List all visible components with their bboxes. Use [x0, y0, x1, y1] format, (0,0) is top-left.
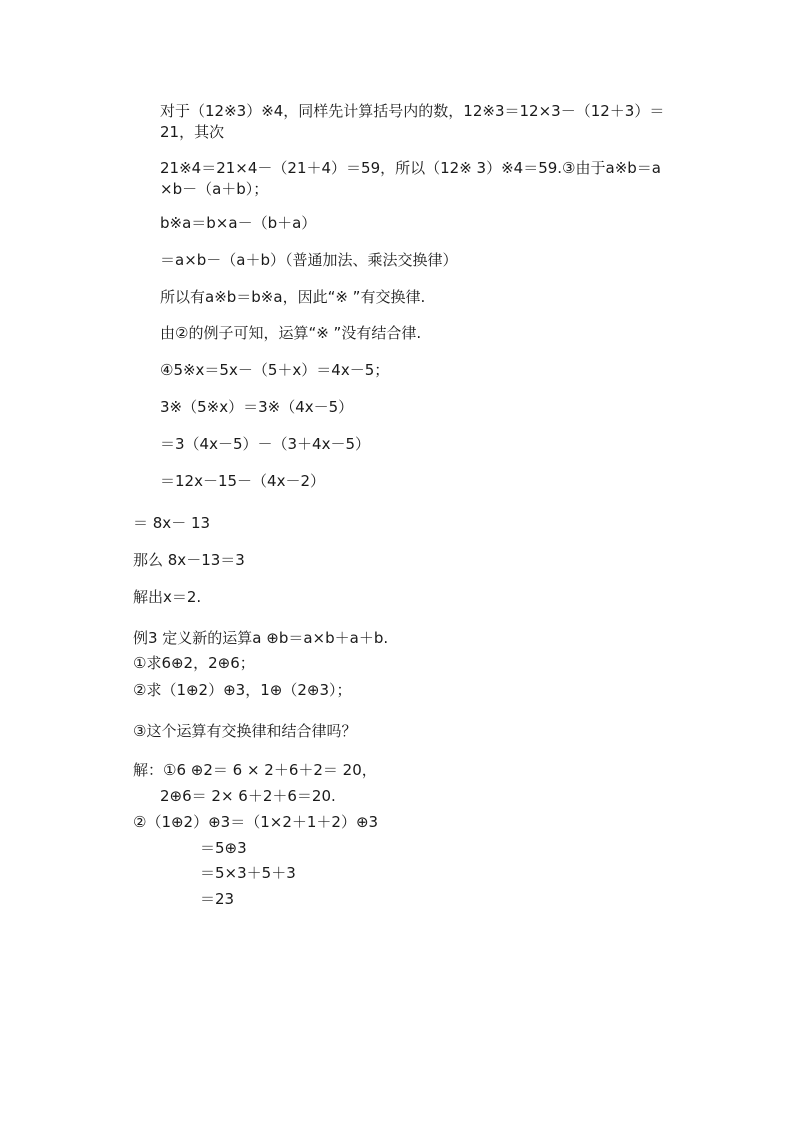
text-line-18: ②求（1⊕2）⊕3，1⊕（2⊕3）； — [133, 681, 352, 699]
text-line-22: ②（1⊕2）⊕3＝（1×2＋1＋2）⊕3 — [133, 813, 379, 831]
text-line-16: 例3 定义新的运算a ⊕b＝a×b＋a＋b. — [133, 629, 389, 647]
text-line-1: 对于（12※3）※4，同样先计算括号内的数，12※3＝12×3－（12＋3）＝ — [160, 102, 665, 120]
text-line-2: 21，其次 — [160, 123, 225, 141]
text-line-3: 21※4＝21×4－（21＋4）＝59，所以（12※ 3）※4＝59.③由于a※b＝a — [160, 159, 661, 177]
text-line-4: ×b－（a＋b）； — [160, 180, 269, 198]
text-line-8: 由②的例子可知，运算“※ ”没有结合律. — [160, 324, 422, 342]
text-line-25: ＝23 — [200, 890, 235, 908]
text-line-6: ＝a×b－（a＋b）（普通加法、乘法交换律） — [160, 251, 458, 269]
text-line-10: 3※（5※x）＝3※（4x－5） — [160, 398, 354, 416]
text-line-20: 解：①6 ⊕2＝ 6 × 2＋6＋2＝ 20， — [133, 761, 377, 779]
text-line-17: ①求6⊕2，2⊕6； — [133, 654, 255, 672]
text-line-11: ＝3（4x－5）－（3＋4x－5） — [160, 435, 371, 453]
text-line-24: ＝5×3＋5＋3 — [200, 864, 296, 882]
text-line-9: ④5※x＝5x－（5＋x）＝4x－5； — [160, 361, 390, 379]
text-line-13: ＝ 8x－ 13 — [133, 514, 211, 532]
text-line-19: ③这个运算有交换律和结合律吗？ — [133, 722, 357, 740]
text-line-23: ＝5⊕3 — [200, 839, 247, 857]
text-line-14: 那么 8x－13＝3 — [133, 551, 245, 569]
text-line-7: 所以有a※b＝b※a，因此“※ ”有交换律. — [160, 288, 426, 306]
text-line-5: b※a＝b×a－（b＋a） — [160, 214, 317, 232]
text-line-12: ＝12x－15－（4x－2） — [160, 472, 326, 490]
text-line-15: 解出x＝2. — [133, 588, 202, 606]
text-line-21: 2⊕6＝ 2× 6＋2＋6＝20. — [160, 787, 336, 805]
